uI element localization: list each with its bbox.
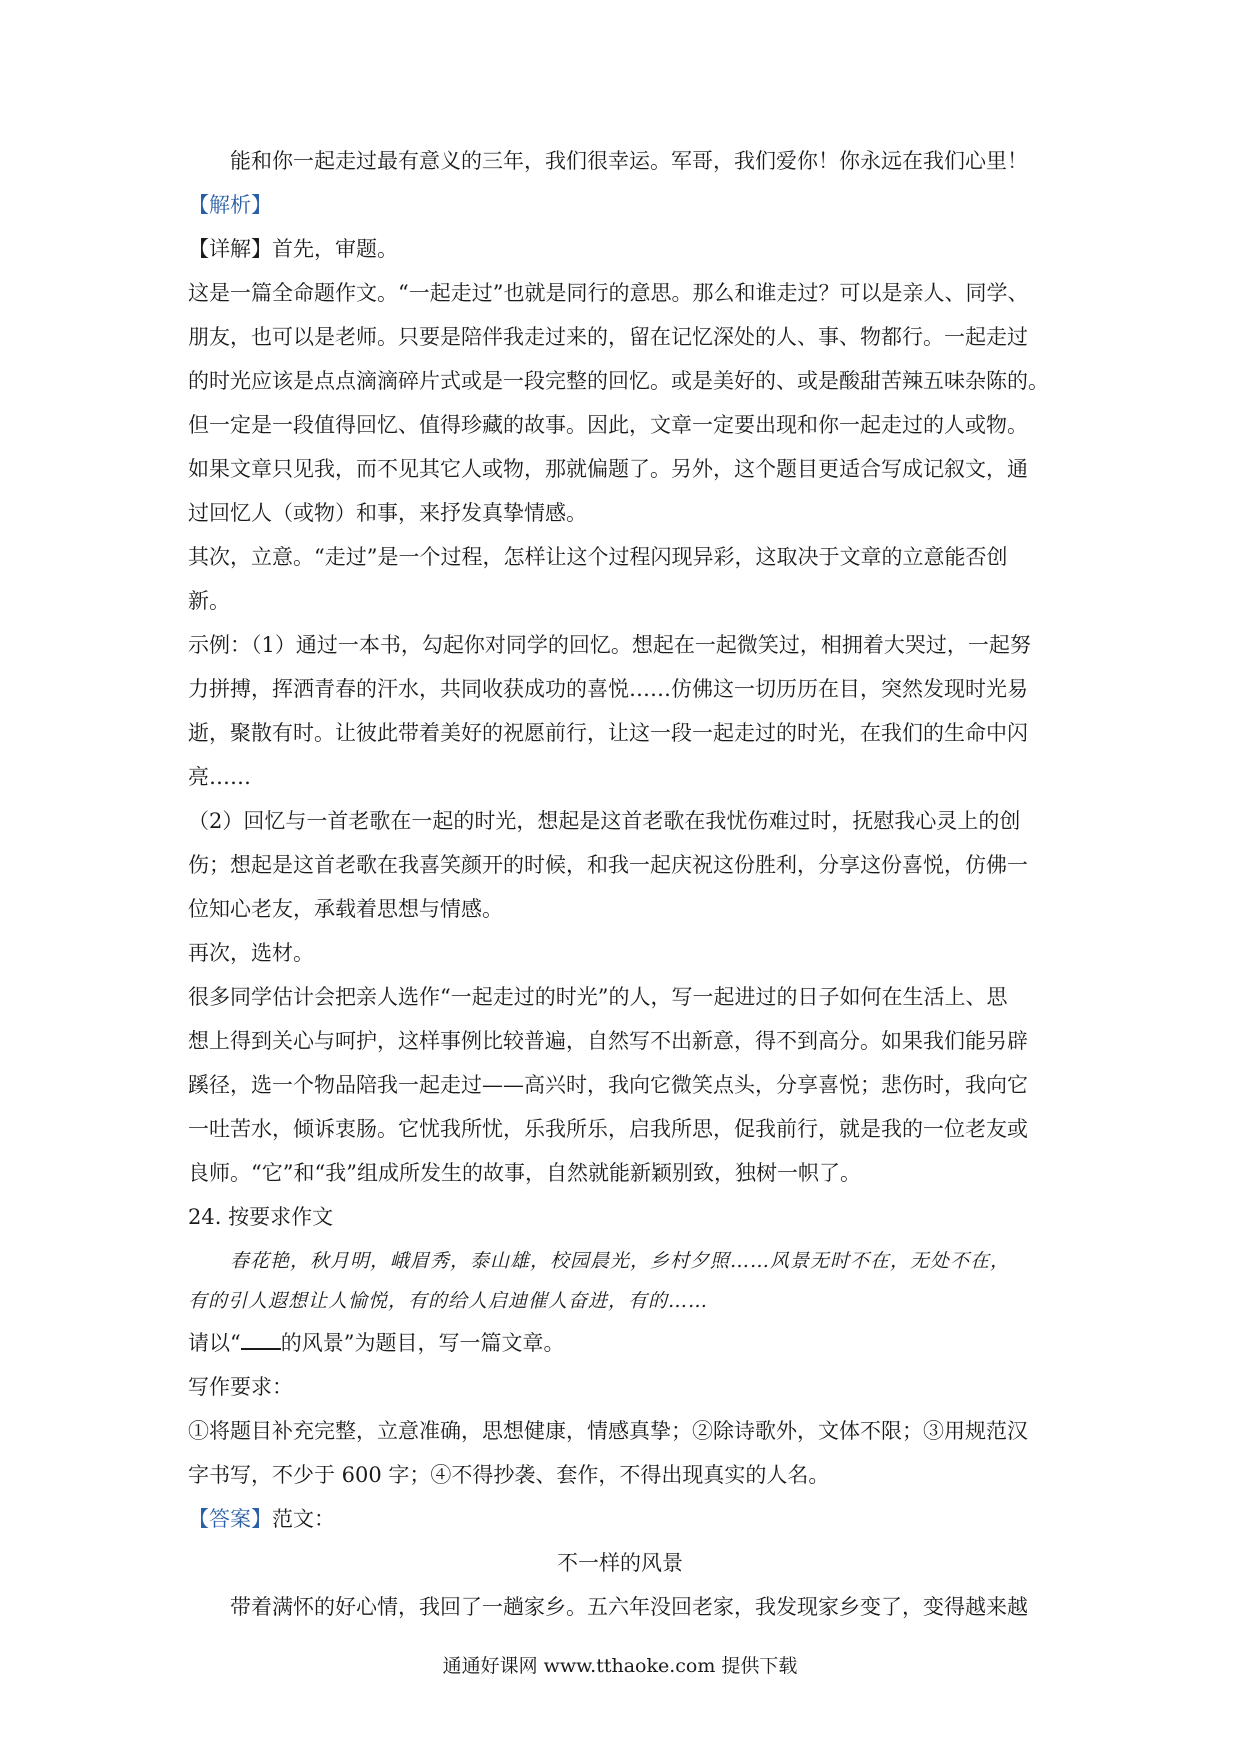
paragraph-line: 一吐苦水，倾诉衷肠。它忧我所忧，乐我所乐，启我所思，促我前行，就是我的一位老友或 — [188, 1117, 1028, 1141]
paragraph-line: 能和你一起走过最有意义的三年，我们很幸运。军哥，我们爱你！你永远在我们心里！ — [230, 149, 1028, 173]
instruction-prefix: 请以“ — [188, 1331, 241, 1355]
paragraph-line: 亮…… — [188, 765, 251, 789]
requirements-line: ①将题目补充完整，立意准确，思想健康，情感真挚；②除诗歌外，文体不限；③用规范汉 — [188, 1419, 1028, 1443]
paragraph-line: 如果文章只见我，而不见其它人或物，那就偏题了。另外，这个题目更适合写成记叙文，通 — [188, 457, 1028, 481]
paragraph-line: 很多同学估计会把亲人选作“一起走过的时光”的人，写一起进过的日子如何在生活上、思 — [188, 985, 1008, 1009]
paragraph-line: 位知心老友，承载着思想与情感。 — [188, 897, 503, 921]
paragraph-line: 力拼搏，挥洒青春的汗水，共同收获成功的喜悦……仿佛这一切历历在目，突然发现时光易 — [188, 677, 1028, 701]
paragraph-line: 其次，立意。“走过”是一个过程，怎样让这个过程闪现异彩，这取决于文章的立意能否创 — [188, 545, 1008, 569]
title-instruction — [188, 1328, 1060, 1358]
paragraph-line: 但一定是一段值得回忆、值得珍藏的故事。因此，文章一定要出现和你一起走过的人或物。 — [188, 413, 1028, 437]
prompt-line: 有的引人遐想让人愉悦，有的给人启迪催人奋进，有的…… — [188, 1290, 709, 1312]
analysis-tag: 【解析】 — [188, 193, 272, 217]
paragraph-line: 过回忆人（或物）和事，来抒发真挚情感。 — [188, 501, 587, 525]
paragraph-line: 朋友，也可以是老师。只要是陪伴我走过来的，留在记忆深处的人、事、物都行。一起走过 — [188, 325, 1028, 349]
paragraph-line: 【详解】首先，审题。 — [188, 237, 398, 261]
prompt-line: 春花艳，秋月明，峨眉秀，泰山雄，校园晨光，乡村夕照……风景无时不在，无处不在， — [230, 1250, 1011, 1272]
sample-label: 范文： — [272, 1507, 335, 1531]
fill-blank — [241, 1330, 281, 1350]
requirements-heading: 写作要求： — [188, 1375, 293, 1399]
paragraph-line: 蹊径，选一个物品陪我一起走过——高兴时，我向它微笑点头，分享喜悦；悲伤时，我向它 — [188, 1073, 1028, 1097]
answer-tag: 【答案】 — [188, 1507, 272, 1531]
answer-line — [188, 1504, 1060, 1534]
requirements-line: 字书写，不少于 600 字；④不得抄袭、套作，不得出现真实的人名。 — [188, 1463, 830, 1487]
paragraph-line: 再次，选材。 — [188, 941, 314, 965]
paragraph-line: 新。 — [188, 589, 230, 613]
question-number: 24. 按要求作文 — [188, 1205, 334, 1229]
essay-title: 不一样的风景 — [557, 1551, 683, 1575]
paragraph-line: 的时光应该是点点滴滴碎片式或是一段完整的回忆。或是美好的、或是酸甜苦辣五味杂陈的。 — [188, 369, 1049, 393]
paragraph-line: 伤；想起是这首老歌在我喜笑颜开的时候，和我一起庆祝这份胜利，分享这份喜悦，仿佛一 — [188, 853, 1028, 877]
paragraph-line: （2）回忆与一首老歌在一起的时光，想起是这首老歌在我忧伤难过时，抚慰我心灵上的创 — [188, 809, 1021, 833]
page-footer: 通通好课网 www.tthaoke.com 提供下载 — [442, 1655, 798, 1677]
paragraph-line: 示例：（1）通过一本书，勾起你对同学的回忆。想起在一起微笑过，相拥着大哭过，一起努 — [188, 633, 1031, 657]
paragraph-line: 带着满怀的好心情，我回了一趟家乡。五六年没回老家，我发现家乡变了，变得越来越 — [230, 1595, 1028, 1619]
paragraph-line: 想上得到关心与呵护，这样事例比较普遍，自然写不出新意，得不到高分。如果我们能另辟 — [188, 1029, 1028, 1053]
paragraph-line: 良师。“它”和“我”组成所发生的故事，自然就能新颖别致，独树一帜了。 — [188, 1161, 861, 1185]
paragraph-line: 这是一篇全命题作文。“一起走过”也就是同行的意思。那么和谁走过？可以是亲人、同学、 — [188, 281, 1029, 305]
paragraph-line: 逝，聚散有时。让彼此带着美好的祝愿前行，让这一段一起走过的时光，在我们的生命中闪 — [188, 721, 1028, 745]
instruction-suffix: 的风景”为题目，写一篇文章。 — [280, 1331, 565, 1355]
